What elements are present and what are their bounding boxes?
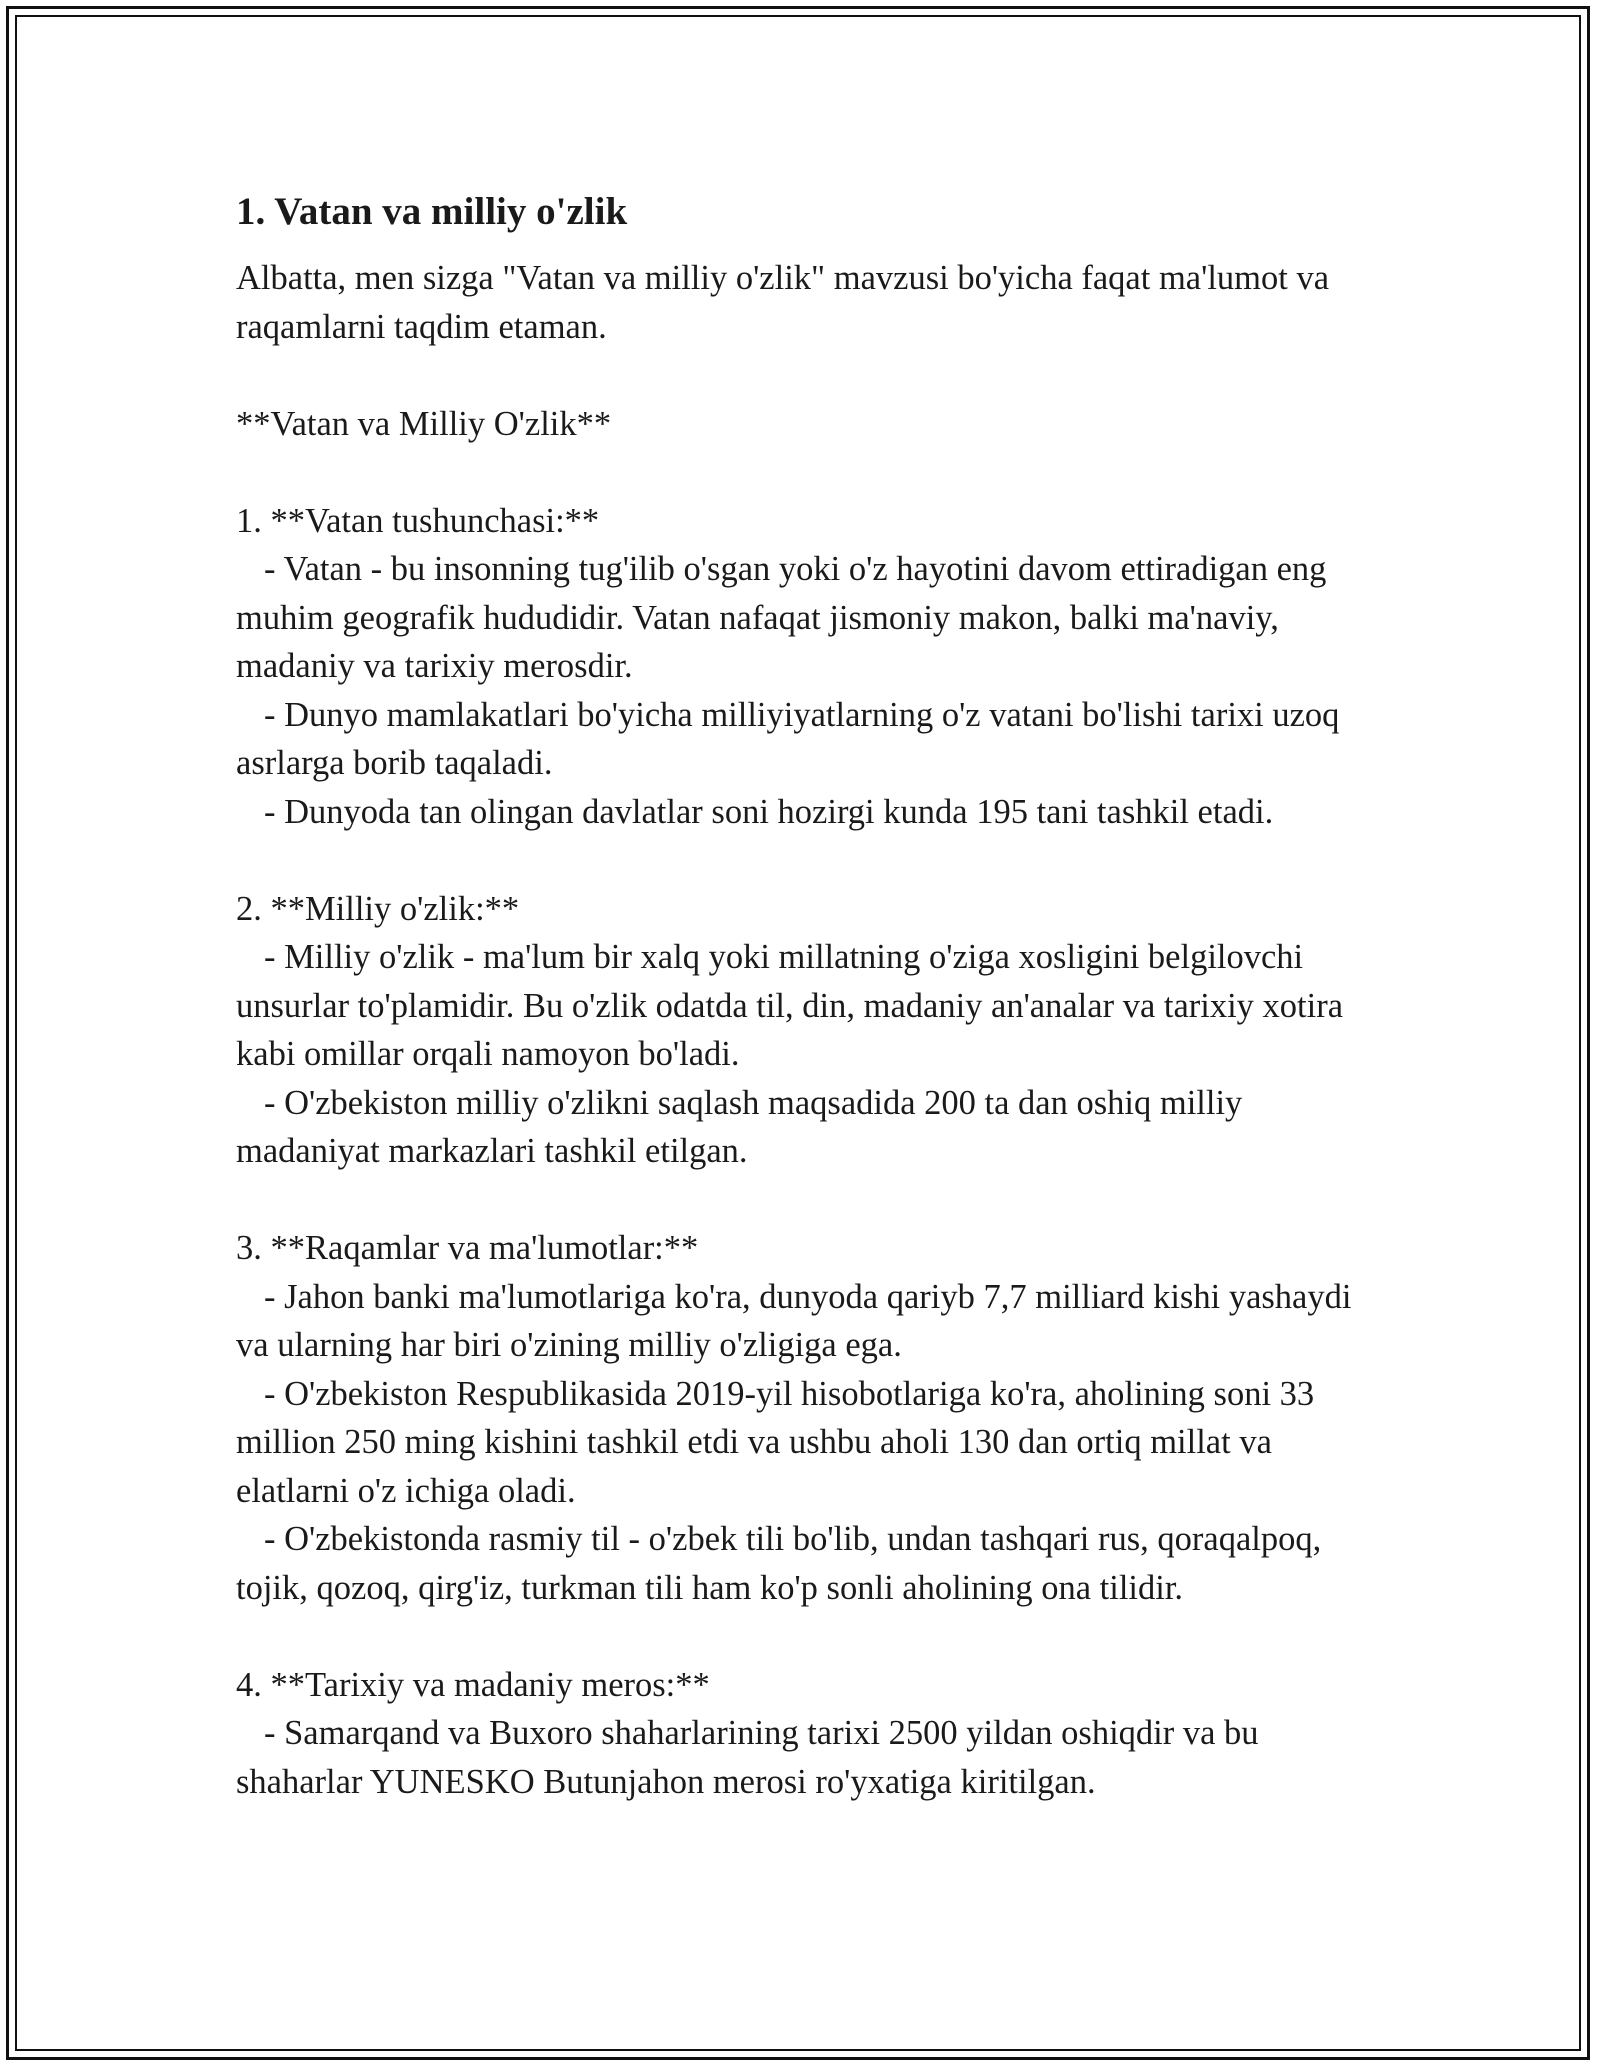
intro-paragraph: Albatta, men sizga "Vatan va milliy o'zlik" mavzusi bo'yicha faqat ma'lumot va raqamlarni taqdim etaman.: [236, 259, 1330, 346]
section-4: [236, 1661, 1366, 1807]
bullet-item: - O'zbekistonda rasmiy til - o'zbek tili bo'lib, undan tashqari rus, qoraqalpoq, tojik, qozoq, qirg'iz, turkman tili ham ko'p sonli aholining ona tilidir.: [236, 1520, 1322, 1607]
spacer: [236, 351, 1366, 400]
bullet-item: - Vatan - bu insonning tug'ilib o'sgan yoki o'z hayotini davom ettiradigan eng muhim geografik hududidir. Vatan nafaqat jismoniy makon, balki ma'naviy, madaniy va tarixiy merosdir.: [236, 550, 1327, 685]
section-2: [236, 885, 1366, 1176]
bullet-item: - Dunyo mamlakatlari bo'yicha milliyiyatlarning o'z vatani bo'lishi tarixi uzoq asrlarga borib taqaladi.: [236, 695, 1340, 782]
bullet-item: - Milliy o'zlik - ma'lum bir xalq yoki millatning o'ziga xosligini belgilovchi unsurlar to'plamidir. Bu o'zlik odatda til, din, madaniy an'analar va tarixiy xotira kabi omillar orqali namoyon bo'ladi.: [236, 938, 1344, 1073]
section-3: [236, 1224, 1366, 1612]
bullet-item: - Dunyoda tan olingan davlatlar soni hozirgi kunda 195 tani tashkil etadi.: [264, 792, 1274, 831]
bullet-item: - Samarqand va Buxoro shaharlarining tarixi 2500 yildan oshiqdir va bu shaharlar YUNESKO Butunjahon merosi ro'yxatiga kiritilgan.: [236, 1714, 1259, 1801]
bullet-item: - O'zbekiston Respublikasida 2019-yil hisobotlariga ko'ra, aholining soni 33 million 250 ming kishini tashkil etdi va ushbu aholi 130 dan ortiq millat va elatlarni o'z ichiga oladi.: [236, 1374, 1315, 1510]
bullet-item: - O'zbekiston milliy o'zlikni saqlash maqsadida 200 ta dan oshiq milliy madaniyat markazlari tashkil etilgan.: [236, 1083, 1243, 1170]
document-subtitle: **Vatan va Milliy O'zlik**: [236, 404, 612, 443]
section-title: 4. **Tarixiy va madaniy meros:**: [236, 1665, 710, 1704]
spacer: [236, 1612, 1366, 1661]
spacer: [236, 836, 1366, 885]
section-1: [236, 497, 1366, 837]
section-title: 3. **Raqamlar va ma'lumotlar:**: [236, 1229, 699, 1267]
section-title: 2. **Milliy o'zlik:**: [236, 889, 520, 928]
bullet-item: - Jahon banki ma'lumotlariga ko'ra, dunyoda qariyb 7,7 milliard kishi yashaydi va ularning har biri o'zining milliy o'zligiga ega.: [236, 1277, 1352, 1364]
section-title: 1. **Vatan tushunchasi:**: [236, 501, 600, 540]
document-body: [236, 184, 1366, 1806]
document-heading: 1. Vatan va milliy o'zlik: [236, 190, 628, 233]
spacer: [236, 1176, 1366, 1225]
spacer: [236, 448, 1366, 497]
